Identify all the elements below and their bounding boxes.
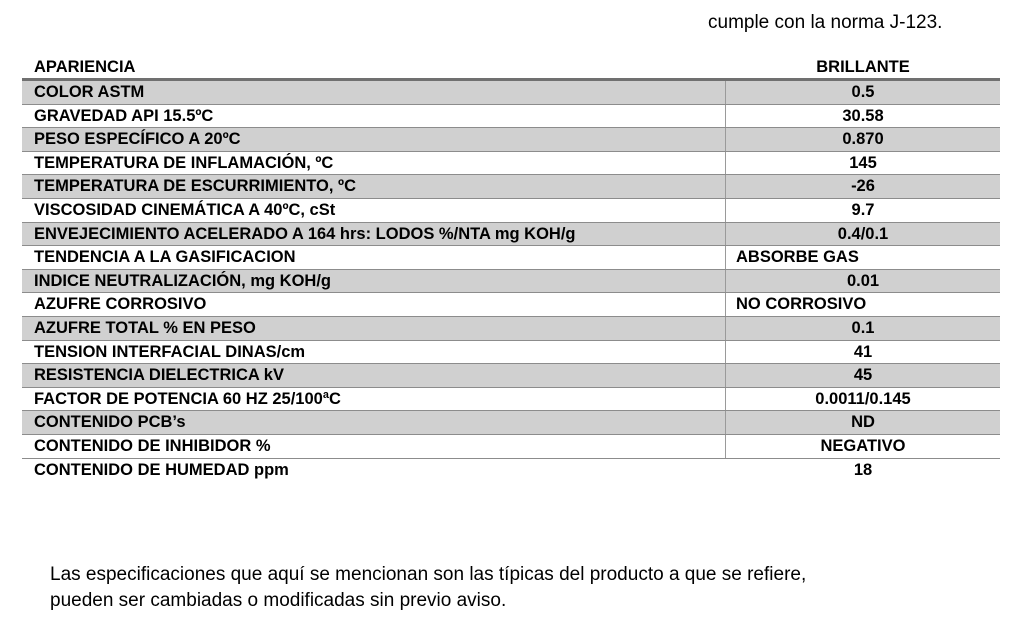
property-cell: AZUFRE CORROSIVO	[22, 293, 726, 316]
table-row	[22, 293, 1000, 317]
table-row	[22, 223, 1000, 247]
table-row	[22, 341, 1000, 365]
top-note: cumple con la norma J-123.	[708, 12, 943, 33]
property-cell: CONTENIDO PCB’s	[22, 411, 726, 434]
table-header-row	[22, 54, 1000, 81]
value-cell: ABSORBE GAS	[736, 248, 859, 267]
property-cell: TENDENCIA A LA GASIFICACION	[22, 246, 726, 269]
value-cell: 30.58	[842, 106, 884, 125]
value-cell: 41	[853, 342, 873, 361]
table-row	[22, 128, 1000, 152]
footnote-line-2: pueden ser cambiadas o modificadas sin previo aviso.	[50, 590, 507, 611]
table-row	[22, 81, 1000, 105]
value-cell: 9.7	[851, 200, 875, 219]
value-cell: 0.870	[842, 130, 884, 149]
value-cell: 0.4/0.1	[837, 224, 889, 243]
property-cell: TENSION INTERFACIAL DINAS/cm	[22, 341, 726, 364]
value-cell: 18	[853, 460, 873, 479]
disclaimer-footnote	[50, 562, 806, 614]
value-cell: NEGATIVO	[820, 436, 906, 455]
table-row	[22, 175, 1000, 199]
value-cell: 45	[853, 366, 873, 385]
value-cell: NO CORROSIVO	[736, 295, 867, 314]
value-cell: -26	[851, 177, 875, 196]
table-row	[22, 152, 1000, 176]
value-cell: 0.01	[846, 271, 880, 290]
property-cell: CONTENIDO DE INHIBIDOR %	[22, 435, 726, 458]
table-row	[22, 270, 1000, 294]
spec-table	[22, 54, 1000, 482]
property-cell: TEMPERATURA DE ESCURRIMIENTO, ºC	[22, 175, 726, 198]
property-cell: PESO ESPECÍFICO A 20ºC	[22, 128, 726, 151]
property-cell: RESISTENCIA DIELECTRICA kV	[22, 364, 726, 387]
table-row	[22, 459, 1000, 483]
table-row	[22, 105, 1000, 129]
footnote-line-1: Las especificaciones que aquí se mencionan son las típicas del producto a que se refiere,	[50, 564, 807, 585]
value-cell: ND	[851, 413, 875, 432]
property-cell: TEMPERATURA DE INFLAMACIÓN, ºC	[22, 152, 726, 175]
property-cell: INDICE NEUTRALIZACIÓN, mg KOH/g	[22, 270, 726, 293]
value-cell: 0.0011/0.145	[815, 389, 911, 408]
property-cell: CONTENIDO DE HUMEDAD ppm	[34, 460, 289, 479]
property-cell: GRAVEDAD API 15.5ºC	[22, 105, 726, 128]
table-row	[22, 317, 1000, 341]
value-cell: 0.1	[851, 318, 875, 337]
header-value: BRILLANTE	[816, 58, 910, 76]
table-row	[22, 199, 1000, 223]
table-row	[22, 411, 1000, 435]
table-row	[22, 435, 1000, 459]
table-row	[22, 246, 1000, 270]
property-cell: VISCOSIDAD CINEMÁTICA A 40ºC, cSt	[22, 199, 726, 222]
value-cell: 0.5	[851, 83, 875, 101]
table-row	[22, 388, 1000, 412]
value-cell: 145	[849, 153, 877, 172]
property-cell: COLOR ASTM	[22, 81, 726, 104]
header-property: APARIENCIA	[34, 58, 136, 76]
property-cell: ENVEJECIMIENTO ACELERADO A 164 hrs: LODOS %/NTA mg KOH/g	[22, 223, 726, 246]
table-row	[22, 364, 1000, 388]
property-cell: FACTOR DE POTENCIA 60 HZ 25/100ªC	[22, 388, 726, 411]
property-cell: AZUFRE TOTAL % EN PESO	[22, 317, 726, 340]
